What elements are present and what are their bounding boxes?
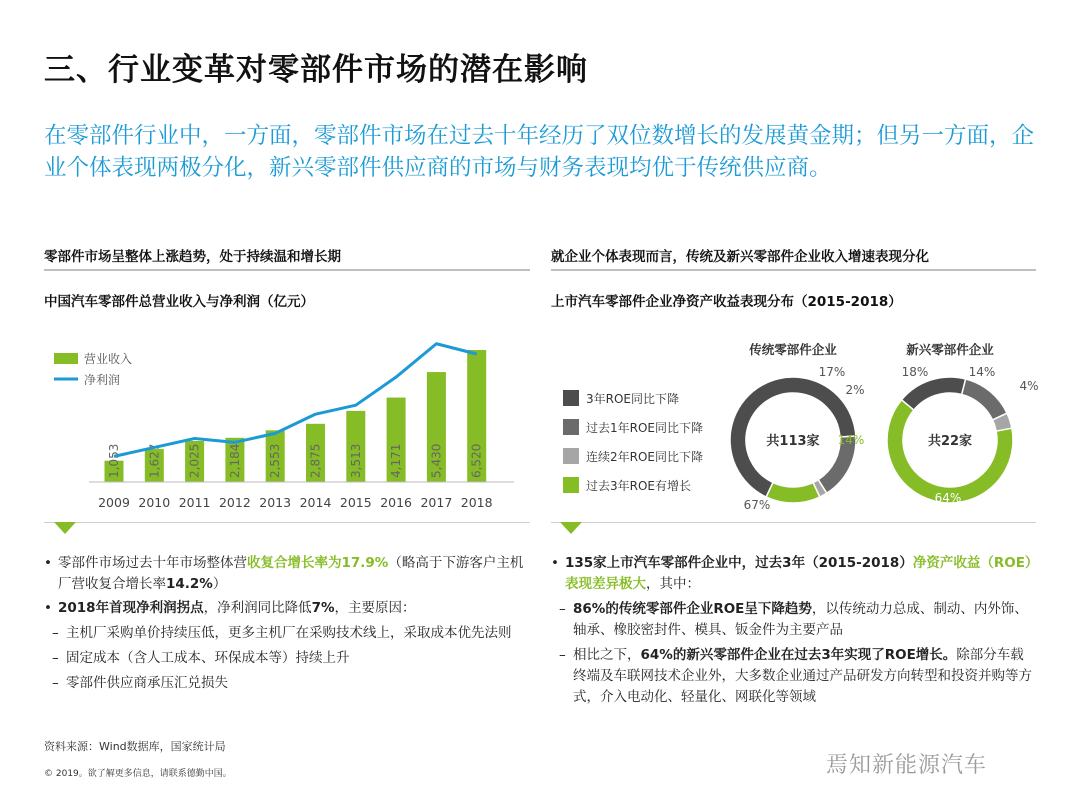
bar-value-label: 2,184 [227,443,242,478]
bar-value-label: 6,520 [469,443,484,478]
left-bottom-rule [44,522,530,523]
copyright-note: © 2019。欲了解更多信息，请联系德勤中国。 [44,769,232,779]
bar-value-label: 1,053 [107,443,121,478]
left-bullets [44,553,530,698]
sub-text: 除部分车载终端及车联网技术企业外，大多数企业通过产品研发方向转型和投资并购等方式，介入电动化、轻量化、网联化等领域 [573,647,1032,705]
legend-swatch-revenue [54,353,78,364]
legend-label-revenue: 营业收入 [84,352,133,366]
bullet-text: ，主要原因： [334,600,416,616]
bullet-text: （略高于下游客户主机厂营收复合增长率 [58,555,524,592]
slice-label: 2% [845,383,865,397]
x-tick-label: 2016 [380,495,413,510]
legend-swatch [563,448,579,464]
bullet-dot: • [44,555,52,571]
legend-label: 过去1年ROE同比下降 [586,421,704,435]
right-chart-title: 上市汽车零部件企业净资产收益表现分布（2015-2018） [551,294,902,310]
sub-bold: 86%的传统零部件企业ROE呈下降趋势 [573,601,812,617]
x-tick-label: 2010 [138,495,171,510]
right-sub-2: – 相比之下，64%的新兴零部件企业在过去3年实现了ROE增长。除部分车载终端及车联网技术企业外，大多数企业通过产品研发方向转型和投资并购等方式，介入电动化、轻量化、网联化等领域 [559,647,1032,705]
bar-value-label: 3,513 [348,443,363,478]
x-tick-label: 2015 [339,495,372,510]
x-tick-label: 2009 [98,495,130,510]
donut-center-label: 共113家 [766,434,820,449]
legend-label-profit: 净利润 [84,373,121,387]
bullet-text: ） [212,576,227,592]
legend-label: 过去3年ROE有增长 [586,479,692,493]
slice-label: 18% [901,365,929,379]
left-pointer-arrow [54,522,76,534]
right-bullets [551,553,1036,712]
profit-line [114,344,477,457]
left-sub-2: – 固定成本（含人工成本、环保成本等）持续上升 [52,650,350,666]
page-title: 三、行业变革对零部件市场的潜在影响 [44,52,588,88]
sub-text: 主机厂采购单价持续压低，更多主机厂在采购技术线上，采取成本优先法则 [66,625,512,641]
bullet-bold: 2018年首现净利润拐点 [58,600,204,616]
legend-swatch [563,477,579,493]
bullet-text: ，其中： [646,576,700,592]
slice-label: 17% [818,365,846,379]
bar-value-label: 2,553 [268,443,283,478]
left-sub-1: – 主机厂采购单价持续压低，更多主机厂在采购技术线上，采取成本优先法则 [52,625,512,641]
bar-value-label: 2,025 [187,443,202,478]
legend-swatch [563,390,579,406]
bullet-bold: 14.2% [166,576,213,592]
donut-center-label: 共22家 [927,434,973,449]
x-tick-label: 2013 [259,495,292,510]
sub-text: ，以传统动力总成、制动、内外饰、轴承、橡胶密封件、模具、钣金件为主要产品 [573,601,1028,638]
x-tick-label: 2011 [178,495,211,510]
legend-swatch [563,419,579,435]
sub-bold: 64%的新兴零部件企业在过去3年实现了ROE增长。 [640,647,957,663]
slice-label: 67% [743,498,771,512]
x-tick-label: 2017 [420,495,453,510]
x-tick-label: 2014 [299,495,332,510]
bullet-bold: 7% [311,600,335,616]
bullet-highlight: 收复合增长率为17.9% [247,555,389,571]
left-chart-title: 中国汽车零部件总营业收入与净利润（亿元） [44,294,314,310]
donut-slice [766,483,820,503]
right-sub-1: – 86%的传统零部件企业ROE呈下降趋势，以传统动力总成、制动、内外饰、轴承、橡胶密封件、模具、钣金件为主要产品 [559,601,1028,638]
donut-title: 新兴零部件企业 [906,342,994,357]
right-pointer-arrow [560,522,582,534]
donut-slice [901,377,965,410]
left-section-heading: 零部件市场呈整体上涨趋势，处于持续温和增长期 [44,249,341,265]
bullet-bold: 135家上市汽车零部件企业中，过去3年（2015-2018） [565,555,913,571]
legend-label: 3年ROE同比下降 [586,392,680,406]
slice-label: 14% [968,365,996,379]
bullet-text: ，净利润同比降低 [203,600,312,616]
sub-text: 零部件供应商承压汇兑损失 [66,675,228,691]
revenue-profit-chart [44,310,534,520]
source-note: 资料来源：Wind数据库，国家统计局 [44,740,226,753]
bullet-dot: • [44,600,52,616]
intro-text: 在零部件行业中，一方面，零部件市场在过去十年经历了双位数增长的发展黄金期；但另一方面，企业个体表现两极分化，新兴零部件供应商的市场与财务表现均优于传统供应商。 [44,123,1035,181]
bar-value-label: 1,627 [147,443,162,478]
right-bottom-rule [551,522,1036,523]
roe-distribution-chart [551,320,1051,520]
slice-label: 64% [934,491,962,505]
donut-title: 传统零部件企业 [749,342,837,357]
left-sub-3: – 零部件供应商承压汇兑损失 [52,675,228,691]
bullet-text: 零部件市场过去十年市场整体营 [58,555,247,571]
bar-value-label: 2,875 [308,443,323,478]
sub-text: 固定成本（含人工成本、环保成本等）持续上升 [66,650,350,666]
left-divider [44,269,530,271]
bullet-highlight: 净资产收益（ROE）表现差异极大 [565,555,1032,592]
slice-label: 4% [1019,379,1039,393]
bullet-dot: • [551,555,559,571]
watermark: 焉知新能源汽车 [826,753,988,778]
legend-label: 连续2年ROE同比下降 [586,450,704,464]
left-bullet-2 [44,598,530,619]
right-bullet-1 [551,553,1036,595]
bar-value-label: 4,171 [389,443,404,478]
sub-text: 相比之下， [573,647,641,663]
right-divider [551,269,1036,271]
x-tick-label: 2018 [460,495,493,510]
slice-label: 14% [837,433,865,447]
x-tick-label: 2012 [218,495,251,510]
right-section-heading: 就企业个体表现而言，传统及新兴零部件企业收入增速表现分化 [551,249,929,265]
left-bullet-1 [44,553,530,595]
bar-value-label: 5,430 [429,443,444,478]
donut-slice [962,379,1007,420]
